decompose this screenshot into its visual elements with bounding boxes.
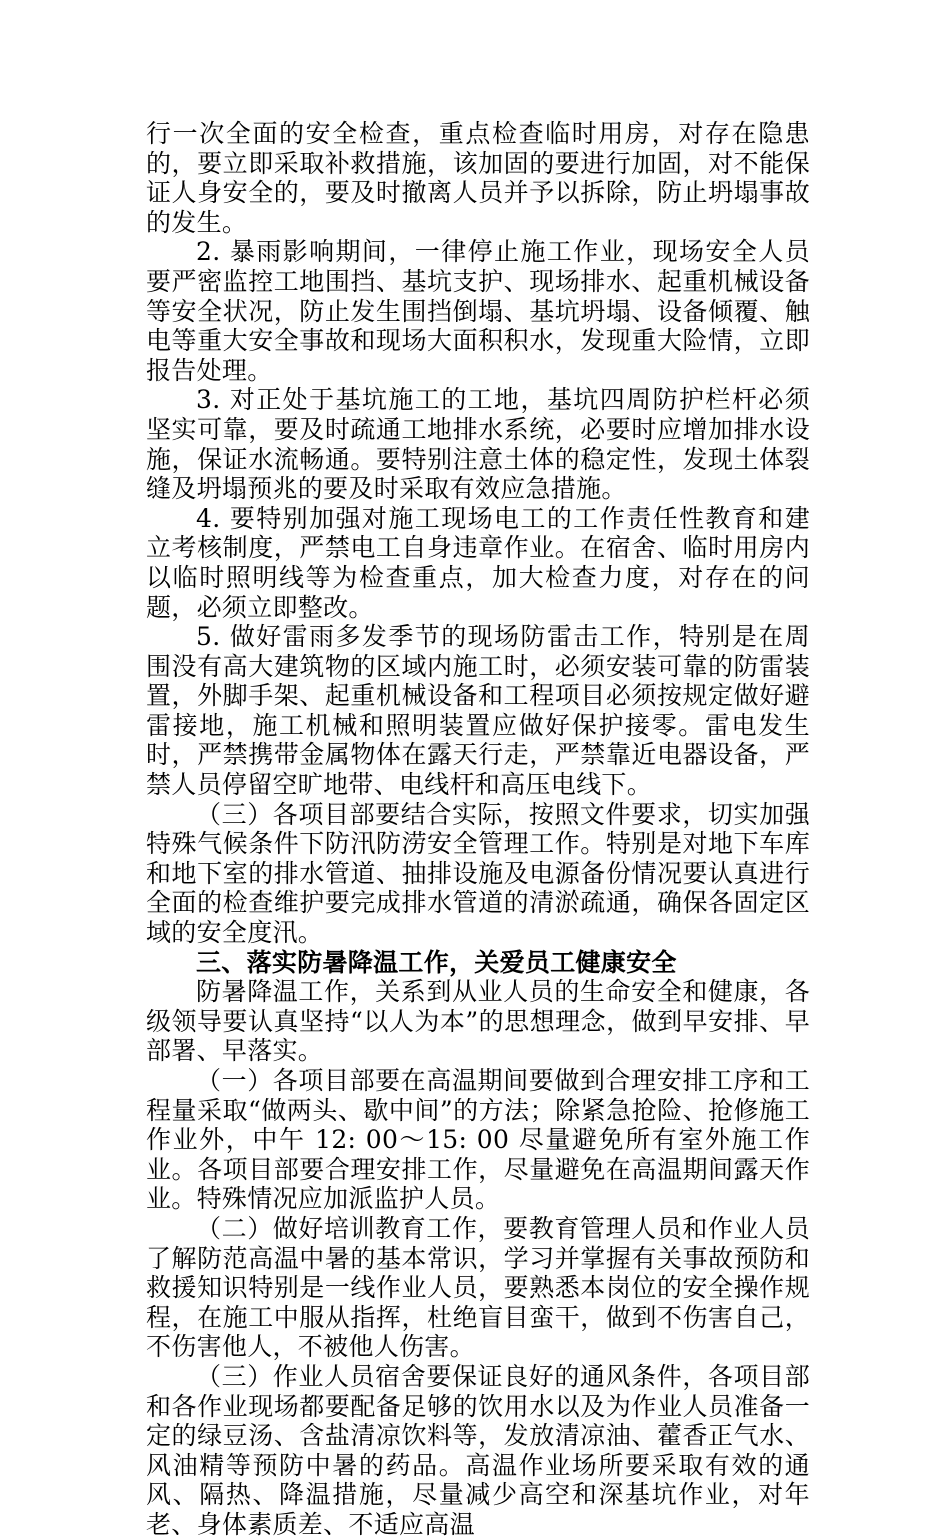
paragraph-section-3-2: （二）做好培训教育工作，要教育管理人员和作业人员了解防范高温中暑的基本常识，学习并掌握有关事故预防和救援知识特别是一线作业人员，要熟悉本岗位的安全操作规程，在施工中服从指挥，杜绝盲目蛮干，做到不伤害自己，不伤害他人，不被他人伤害。: [146, 1213, 810, 1362]
paragraph-continuation: 行一次全面的安全检查，重点检查临时用房，对存在隐患的，要立即采取补救措施，该加固的要进行加固，对不能保证人身安全的，要及时撤离人员并予以拆除，防止坍塌事故的发生。: [146, 119, 810, 237]
paragraph-section-2-3: （三）各项目部要结合实际，按照文件要求，切实加强特殊气候条件下防汛防涝安全管理工作。特别是对地下车库和地下室的排水管道、抽排设施及电源备份情况要认真进行全面的检查维护要完成排水管道的清淤疏通，确保各固定区域的安全度汛。: [146, 799, 810, 948]
paragraph-item-2: 2. 暴雨影响期间，一律停止施工作业，现场安全人员要严密监控工地围挡、基坑支护、现场排水、起重机械设备等安全状况，防止发生围挡倒塌、基坑坍塌、设备倾覆、触电等重大安全事故和现场大面积积水，发现重大险情，立即报告处理。: [146, 237, 810, 385]
paragraph-item-5: 5. 做好雷雨多发季节的现场防雷击工作，特别是在周围没有高大建筑物的区域内施工时，必须安装可靠的防雷装置，外脚手架、起重机械设备和工程项目必须按规定做好避雷接地，施工机械和照明装置应做好保护接零。雷电发生时，严禁携带金属物体在露天行走，严禁靠近电器设备，严禁人员停留空旷地带、电线杆和高压电线下。: [146, 622, 810, 800]
paragraph-item-3: 3. 对正处于基坑施工的工地，基坑四周防护栏杆必须坚实可靠，要及时疏通工地排水系统，必要时应增加排水设施，保证水流畅通。要特别注意土体的稳定性，发现土体裂缝及坍塌预兆的要及时采取有效应急措施。: [146, 385, 810, 504]
document-body: [146, 119, 810, 1540]
paragraph-item-4: 4. 要特别加强对施工现场电工的工作责任性教育和建立考核制度，严禁电工自身违章作业。在宿舍、临时用房内以临时照明线等为检查重点，加大检查力度，对存在的问题，必须立即整改。: [146, 503, 810, 622]
section-heading-3: 三、落实防暑降温工作，关爱员工健康安全: [196, 947, 677, 977]
paragraph-section-3-1: （一）各项目部要在高温期间要做到合理安排工序和工程量采取“做两头、歇中间”的方法；除紧急抢险、抢修施工作业外，中午 12: 00～15: 00 尽量避免所有室外施工作业。各项目部要合理安排工作，尽量避免在高温期间露天作业。特殊情况应加派监护人员。: [146, 1066, 810, 1214]
paragraph-section-3-3: （三）作业人员宿舍要保证良好的通风条件，各项目部和各作业现场都要配备足够的饮用水以及为作业人员准备一定的绿豆汤、含盐清凉饮料等，发放清凉油、藿香正气水、风油精等预防中暑的药品。高温作业场所要采取有效的通风、隔热、降温措施，尽量减少高空和深基坑作业，对年老、身体素质差、不适应高温: [146, 1361, 810, 1539]
paragraph-intro: 防暑降温工作，关系到从业人员的生命安全和健康，各级领导要认真坚持“以人为本”的思想理念，做到早安排、早部署、早落实。: [146, 977, 810, 1066]
